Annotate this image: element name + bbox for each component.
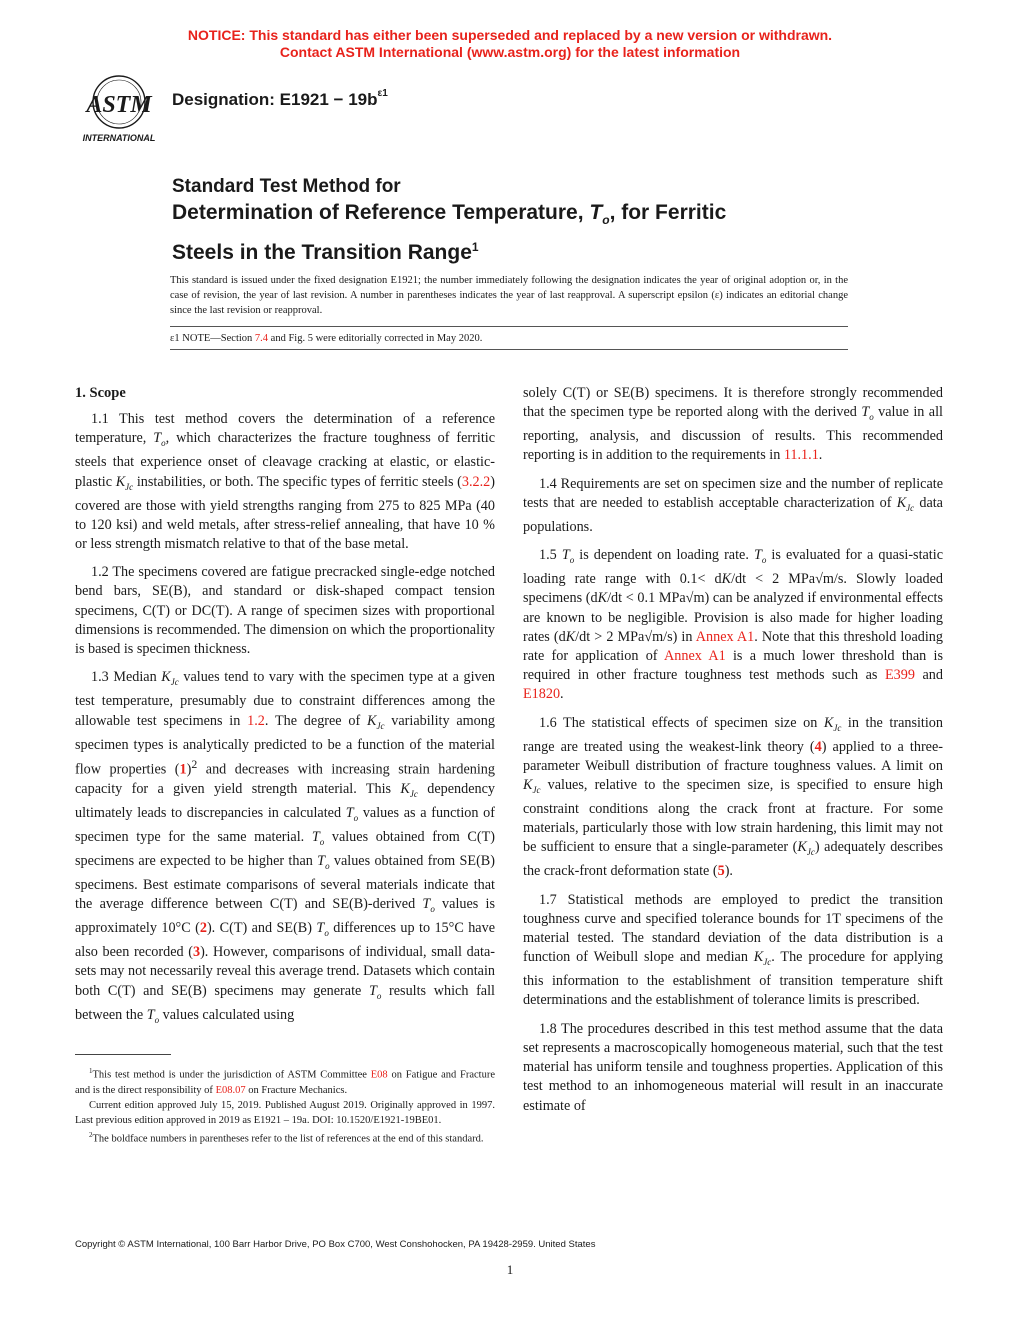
link-e1820[interactable]: E1820 bbox=[523, 686, 561, 703]
designation-epsilon: ε1 bbox=[377, 88, 388, 100]
logo-caption: INTERNATIONAL bbox=[82, 133, 156, 143]
ref-2[interactable]: 2 bbox=[199, 920, 207, 937]
page-number: 1 bbox=[506, 1262, 514, 1277]
divider-bottom bbox=[170, 349, 848, 350]
footnote-divider bbox=[75, 1054, 171, 1055]
link-3-2-2[interactable]: 3.2.2 bbox=[461, 473, 491, 490]
issuance-statement: This standard is issued under the fixed designation E1921; the number immediately following the designation indicates the year of original adoption or, in the case of revision, the year of last revision. A number in parentheses indicates the year of last reapproval. A superscript epsilon (ε) indicates an editorial change since the last revision or reapproval. bbox=[170, 275, 848, 316]
link-e08-07[interactable]: E08.07 bbox=[215, 1084, 246, 1096]
footnote-2: $^2$The boldface numbers in parentheses refer to the list of references at the end of this standard. bbox=[89, 1130, 484, 1144]
paragraph-1-1: 1.1 This test method covers the determination of a reference temperature, $T_o$, which characterizes the fracture toughness of ferritic steels that experience onset of cleavage cracking at elastic, or elastic-plastic $K_{Jc}$ instabilities, or both. The specific types of ferritic steels (3.2.2) covered are those with yield strengths ranging from 275 to 825 MPa (40 to 120 ksi) and weld metals, after stress-relief annealing, that have 10 % or less strength mismatch relative to that of the base metal. bbox=[75, 411, 496, 553]
left-column bbox=[75, 384, 495, 1039]
paragraph-1-8: 1.8 The procedures described in this test method assume that the data set represents a macroscopically homogeneous material, such that the test material has uniform tensile and toughness properties. Application of this test method to an inhomogeneous material will result in an inaccurate estimate of bbox=[523, 1020, 943, 1114]
editorial-note: ε1 NOTE—Section 7.4 and Fig. 5 were editorially corrected in May 2020. bbox=[170, 333, 483, 344]
title-line-1: Standard Test Method for bbox=[172, 176, 401, 197]
logo-letters: ASTM bbox=[86, 92, 152, 118]
divider-top bbox=[170, 326, 848, 327]
document-title bbox=[172, 174, 872, 266]
paragraph-1-2: 1.2 The specimens covered are fatigue precracked single-edge notched bend bars, SE(B), and standard or disk-shaped compact tension specimens, C(T) or DC(T). A range of specimen sizes with proportional dimensions is recommended. The dimension on which the proportionality is based is specimen thickness. bbox=[75, 564, 495, 658]
astm-logo-icon bbox=[76, 72, 162, 144]
paragraph-1-7: 1.7 Statistical methods are employed to predict the transition toughness curve and specified tolerance bounds for 1T specimens of the material tested. The standard deviation of the data distribution is a function of Weibull slope and median $K_{Jc}$. The procedure for applying this information to the establishment of transition temperature shift determinations and the establishment of tolerance limits is prescribed. bbox=[523, 891, 943, 1009]
footnotes bbox=[75, 1064, 495, 1146]
right-column bbox=[523, 384, 943, 1125]
link-annex-a1-2[interactable]: Annex A1 bbox=[664, 647, 726, 664]
copyright: Copyright © ASTM International, 100 Barr Harbor Drive, PO Box C700, West Conshohocken, PA 19428-2959. United States bbox=[75, 1239, 596, 1250]
link-annex-a1[interactable]: Annex A1 bbox=[695, 628, 755, 645]
title-line-2: Determination of Reference Temperature, $T_o$, for Ferritic bbox=[172, 201, 727, 228]
designation bbox=[172, 90, 388, 110]
ref-1[interactable]: 1 bbox=[179, 761, 187, 778]
link-7-4[interactable]: 7.4 bbox=[254, 333, 269, 344]
withdrawal-notice bbox=[0, 27, 1020, 61]
link-e399[interactable]: E399 bbox=[884, 667, 915, 684]
link-1-2[interactable]: 1.2 bbox=[247, 712, 265, 729]
paragraph-1-3: 1.3 Median $K_{Jc}$ values tend to vary with the specimen type at a given test temperature, presumably due to constraint differences among the allowable test specimens in 1.2. The degree of $K_{Jc}$ variability among specimen types is analytically predicted to be a function of the material flow properties $(1)^2$ and decreases with increasing strain hardening capacity for a given yield strength material. This $K_{Jc}$ dependency ultimately leads to discrepancies in calculated $T_o$ values as a function of specimen type for the same material. $T_o$ values obtained from C(T) specimens are expected to be higher than $T_o$ values obtained from SE(B) specimens. Best estimate comparisons of several materials indicate that the average difference between C(T) and SE(B)-derived $T_o$ values is approximately 10°C (2). C(T) and SE(B) $T_o$ differences up to 15°C have also been recorded (3). However, comparisons of individual, small data-sets may not necessarily reveal this average trend. Datasets which contain both C(T) and SE(B) specimens may generate $T_o$ results which fall between the $T_o$ values calculated using bbox=[75, 669, 496, 1025]
paragraph-1-3-continued: solely C(T) or SE(B) specimens. It is therefore strongly recommended that the specimen type be reported along with the derived $T_o$ value in all reporting, analysis, and discussion of results. This recommended reporting is in addition to the requirements in 11.1.1. bbox=[523, 385, 943, 464]
ref-4[interactable]: 4 bbox=[814, 738, 822, 755]
paragraph-1-6: 1.6 The statistical effects of specimen size on $K_{Jc}$ in the transition range are treated using the weakest-link theory (4) applied to a three-parameter Weibull distribution of fracture toughness values. A limit on $K_{Jc}$ values, relative to the specimen size, is specified to ensure high constraint conditions along the crack front at fracture. For some materials, particularly those with low strain hardening, this limit may not be sufficient to ensure that a single-parameter $(K_{Jc})$ adequately describes the crack-front deformation state (5). bbox=[523, 714, 943, 880]
designation-label: Designation: E1921 − 19b bbox=[172, 90, 378, 109]
link-e08[interactable]: E08 bbox=[370, 1069, 388, 1081]
ref-5[interactable]: 5 bbox=[717, 863, 725, 880]
link-11-1-1[interactable]: 11.1.1 bbox=[783, 447, 819, 464]
footnote-edition: Current edition approved July 15, 2019. Published August 2019. Originally approved in 1997. Last previous edition approved in 2019 as E1921 – 19a. DOI: 10.1520/E1921-19BE01. bbox=[75, 1099, 495, 1126]
scope-heading: 1. Scope bbox=[75, 385, 126, 401]
astm-logo bbox=[76, 72, 162, 144]
paragraph-1-4: 1.4 Requirements are set on specimen size and the number of replicate tests that are needed to establish acceptable characterization of $K_{Jc}$ data populations. bbox=[523, 475, 943, 535]
footnote-1: $^1$This test method is under the jurisdiction of ASTM Committee E08 on Fatigue and Fracture and is the direct responsibility of E08.07 on Fracture Mechanics. bbox=[75, 1067, 496, 1096]
notice-line-2: Contact ASTM International (www.astm.org) for the latest information bbox=[279, 44, 741, 60]
ref-3[interactable]: 3 bbox=[192, 944, 201, 961]
paragraph-1-5: 1.5 $T_o$ is dependent on loading rate. $T_o$ is evaluated for a quasi-static loading rate range with 0.1< dK/dt < 2 MPa√m/s. Slowly loaded specimens (dK/dt < 0.1 MPa√m) can be analyzed if environmental effects are known to be negligible. Provision is also made for higher loading rates (dK/dt > 2 MPa√m/s) in Annex A1. Note that this threshold loading rate for application of Annex A1 is a much lower threshold than is required in other fracture toughness test methods such as E399 and E1820. bbox=[523, 547, 944, 703]
title-line-3: Steels in the Transition Range$^1$ bbox=[172, 240, 479, 265]
notice-line-1: NOTICE: This standard has either been superseded and replaced by a new version or withdrawn. bbox=[187, 27, 833, 43]
